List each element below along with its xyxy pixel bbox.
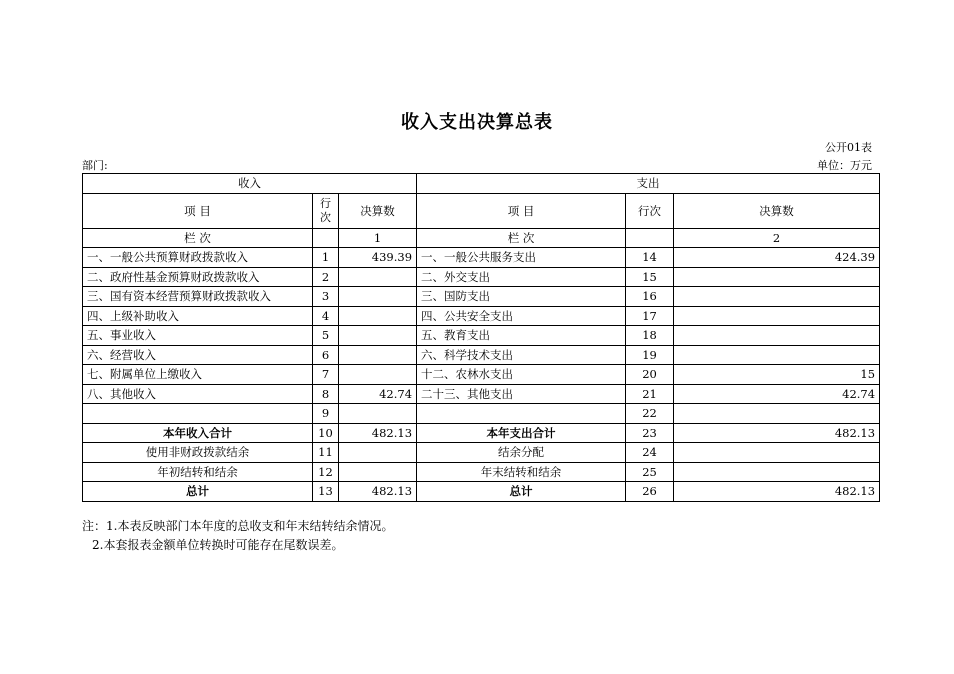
expense-column-label: 栏 次: [417, 228, 626, 248]
income-item: 年初结转和结余: [83, 462, 313, 482]
notes: [82, 517, 393, 555]
note-1: 注：1.本表反映部门本年度的总收支和年末结转结余情况。: [82, 519, 394, 533]
income-amount: [339, 462, 417, 482]
income-amount: [339, 443, 417, 463]
expense-amount: 42.74: [674, 384, 880, 404]
income-amount: 482.13: [339, 482, 417, 502]
expense-column-number: 2: [674, 228, 880, 248]
expense-amount: [674, 287, 880, 307]
expense-item: 年末结转和结余: [417, 462, 626, 482]
note-2: 2.本套报表金额单位转换时可能存在尾数误差。: [92, 538, 344, 552]
expense-item-header: 项 目: [417, 193, 626, 228]
expense-line-no: 26: [626, 482, 674, 502]
expense-amount: 482.13: [674, 423, 880, 443]
income-item: 一、一般公共预算财政拨款收入: [83, 248, 313, 268]
table-row: [83, 365, 880, 385]
expense-column-blank: [626, 228, 674, 248]
expense-line-no: 16: [626, 287, 674, 307]
income-line-no: 8: [313, 384, 339, 404]
income-line-no: 12: [313, 462, 339, 482]
expense-line-no: 25: [626, 462, 674, 482]
income-amount: [339, 306, 417, 326]
line-header-top: 行: [320, 196, 331, 210]
income-amount: 42.74: [339, 384, 417, 404]
expense-amount: 482.13: [674, 482, 880, 502]
table-row: [83, 287, 880, 307]
table-row: [83, 482, 880, 502]
expense-header: 支出: [417, 174, 880, 194]
income-column-label: 栏 次: [83, 228, 313, 248]
expense-line-header: 行次: [626, 193, 674, 228]
income-line-no: 3: [313, 287, 339, 307]
income-line-no: 2: [313, 267, 339, 287]
expense-amount: [674, 267, 880, 287]
expense-amount: [674, 326, 880, 346]
income-amount: [339, 326, 417, 346]
table-row: [83, 384, 880, 404]
expense-item: 六、科学技术支出: [417, 345, 626, 365]
expense-amount: [674, 345, 880, 365]
income-line-no: 10: [313, 423, 339, 443]
income-line-no: 1: [313, 248, 339, 268]
page-title: 收入支出决算总表: [401, 112, 553, 133]
income-item: 七、附属单位上缴收入: [83, 365, 313, 385]
expense-line-no: 17: [626, 306, 674, 326]
expense-amount: 15: [674, 365, 880, 385]
table-row: [83, 404, 880, 424]
income-item: 五、事业收入: [83, 326, 313, 346]
expense-amount: [674, 306, 880, 326]
expense-item: 总计: [417, 482, 626, 502]
income-amount: [339, 345, 417, 365]
expense-item: 本年支出合计: [417, 423, 626, 443]
table-row: [83, 345, 880, 365]
expense-line-no: 19: [626, 345, 674, 365]
income-column-number: 1: [339, 228, 417, 248]
expense-line-no: 15: [626, 267, 674, 287]
expense-line-no: 18: [626, 326, 674, 346]
expense-item: 三、国防支出: [417, 287, 626, 307]
income-line-no: 4: [313, 306, 339, 326]
expense-amount: [674, 443, 880, 463]
table-row: [83, 462, 880, 482]
income-column-blank: [313, 228, 339, 248]
income-amount: 439.39: [339, 248, 417, 268]
department-label: 部门:: [82, 159, 108, 172]
income-item: 本年收入合计: [83, 423, 313, 443]
form-number: 公开01表: [825, 141, 872, 154]
income-amount: [339, 287, 417, 307]
income-item: [83, 404, 313, 424]
expense-line-no: 23: [626, 423, 674, 443]
income-header: 收入: [83, 174, 417, 194]
table-row: [83, 443, 880, 463]
income-item-header: 项 目: [83, 193, 313, 228]
table-row: [83, 423, 880, 443]
expense-item: 二十三、其他支出: [417, 384, 626, 404]
expense-amount: 424.39: [674, 248, 880, 268]
income-line-no: 7: [313, 365, 339, 385]
header-row-1: [83, 174, 880, 194]
income-item: 四、上级补助收入: [83, 306, 313, 326]
income-line-no: 9: [313, 404, 339, 424]
income-line-no: 6: [313, 345, 339, 365]
expense-item: 结余分配: [417, 443, 626, 463]
header-row-2: [83, 193, 880, 228]
expense-item: 二、外交支出: [417, 267, 626, 287]
expense-amount-header: 决算数: [674, 193, 880, 228]
income-amount: 482.13: [339, 423, 417, 443]
expense-item: 五、教育支出: [417, 326, 626, 346]
column-label-row: [83, 228, 880, 248]
income-amount: [339, 404, 417, 424]
table-row: [83, 267, 880, 287]
income-line-header: [313, 193, 339, 228]
expense-item: 一、一般公共服务支出: [417, 248, 626, 268]
income-item: 二、政府性基金预算财政拨款收入: [83, 267, 313, 287]
income-line-no: 11: [313, 443, 339, 463]
income-item: 六、经营收入: [83, 345, 313, 365]
income-item: 八、其他收入: [83, 384, 313, 404]
income-amount: [339, 267, 417, 287]
table-row: [83, 248, 880, 268]
expense-line-no: 22: [626, 404, 674, 424]
table-row: [83, 326, 880, 346]
budget-summary-table: [82, 173, 880, 502]
expense-amount: [674, 462, 880, 482]
expense-line-no: 24: [626, 443, 674, 463]
table-row: [83, 306, 880, 326]
expense-amount: [674, 404, 880, 424]
income-line-no: 5: [313, 326, 339, 346]
income-item: 三、国有资本经营预算财政拨款收入: [83, 287, 313, 307]
expense-line-no: 20: [626, 365, 674, 385]
line-header-bottom: 次: [320, 210, 331, 224]
income-item: 使用非财政拨款结余: [83, 443, 313, 463]
expense-line-no: 14: [626, 248, 674, 268]
income-amount: [339, 365, 417, 385]
income-amount-header: 决算数: [339, 193, 417, 228]
expense-item: [417, 404, 626, 424]
income-line-no: 13: [313, 482, 339, 502]
expense-item: 十二、农林水支出: [417, 365, 626, 385]
expense-line-no: 21: [626, 384, 674, 404]
unit-label: 单位：万元: [817, 159, 872, 172]
expense-item: 四、公共安全支出: [417, 306, 626, 326]
income-item: 总计: [83, 482, 313, 502]
